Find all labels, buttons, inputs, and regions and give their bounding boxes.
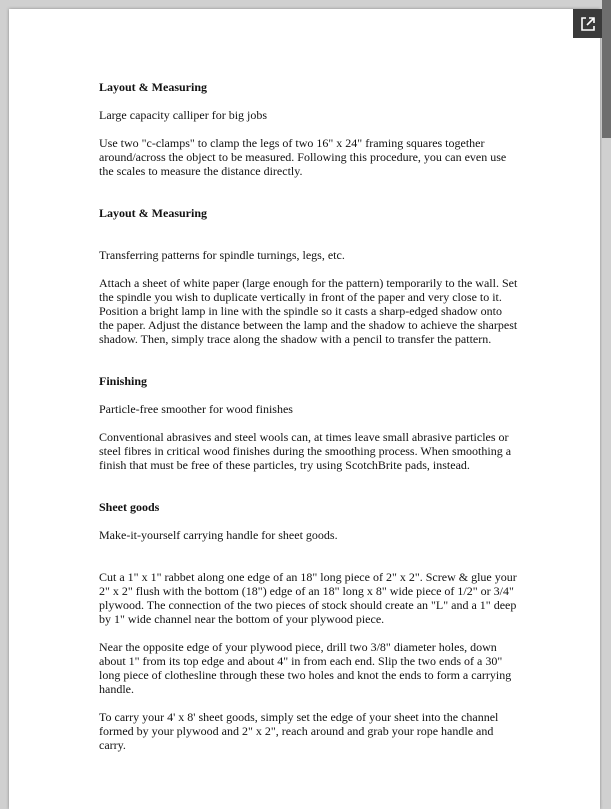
section-subtitle: Make-it-yourself carrying handle for sheet goods. — [99, 528, 338, 542]
section-paragraph: Use two "c-clamps" to clamp the legs of two 16" x 24" framing squares together around/across the object to be measured. Following this procedure, you can even use the scales to measure the distance directly. — [99, 136, 507, 178]
scrollbar-thumb[interactable] — [602, 0, 611, 138]
open-in-new-window-icon — [580, 16, 596, 32]
section-paragraph: To carry your 4' x 8' sheet goods, simply set the edge of your sheet into the channel formed by your plywood and 2" x 2", reach around and grab your rope handle and carry. — [99, 710, 499, 752]
document-content — [99, 80, 519, 752]
section-subtitle: Transferring patterns for spindle turnings, legs, etc. — [99, 248, 345, 262]
popout-button[interactable] — [573, 9, 602, 38]
section-paragraph: Conventional abrasives and steel wools can, at times leave small abrasive particles or steel fibres in critical wood finishes during the smoothing process. When smoothing a finish that must be free of these particles, try using ScotchBrite pads, instead. — [99, 430, 512, 472]
section-heading: Sheet goods — [99, 500, 160, 514]
section-heading: Finishing — [99, 374, 148, 388]
scrollbar-track[interactable] — [602, 0, 611, 800]
section-paragraph: Near the opposite edge of your plywood piece, drill two 3/8" diameter holes, down about 1" from its top edge and about 4" in from each end. Slip the two ends of a 30" long piece of clothesline through these two holes and knot the ends to form a carrying handle. — [99, 640, 512, 696]
section-heading: Layout & Measuring — [99, 206, 207, 220]
section-subtitle: Large capacity calliper for big jobs — [99, 108, 268, 122]
section-paragraph: Cut a 1" x 1" rabbet along one edge of an 18" long piece of 2" x 2". Screw & glue your 2" x 2" flush with the bottom (18") edge of an 18" long x 8" wide piece of 1/2" or 3/4" plywood. The connection of the two pieces of stock should create an "L" and a 1" deep by 1" wide channel near the bottom of your plywood piece. — [99, 570, 517, 626]
section-paragraph: Attach a sheet of white paper (large enough for the pattern) temporarily to the wall. Set the spindle you wish to duplicate vertically in front of the paper and very close to it. Position a bright lamp in line with the spindle so it casts a sharp-edged shadow onto the paper. Adjust the distance between the lamp and the shadow to achieve the sharpest shadow. Then, simply trace along the shadow with a pencil to transfer the pattern. — [99, 276, 518, 346]
section-heading: Layout & Measuring — [99, 80, 207, 94]
section-subtitle: Particle-free smoother for wood finishes — [99, 402, 293, 416]
